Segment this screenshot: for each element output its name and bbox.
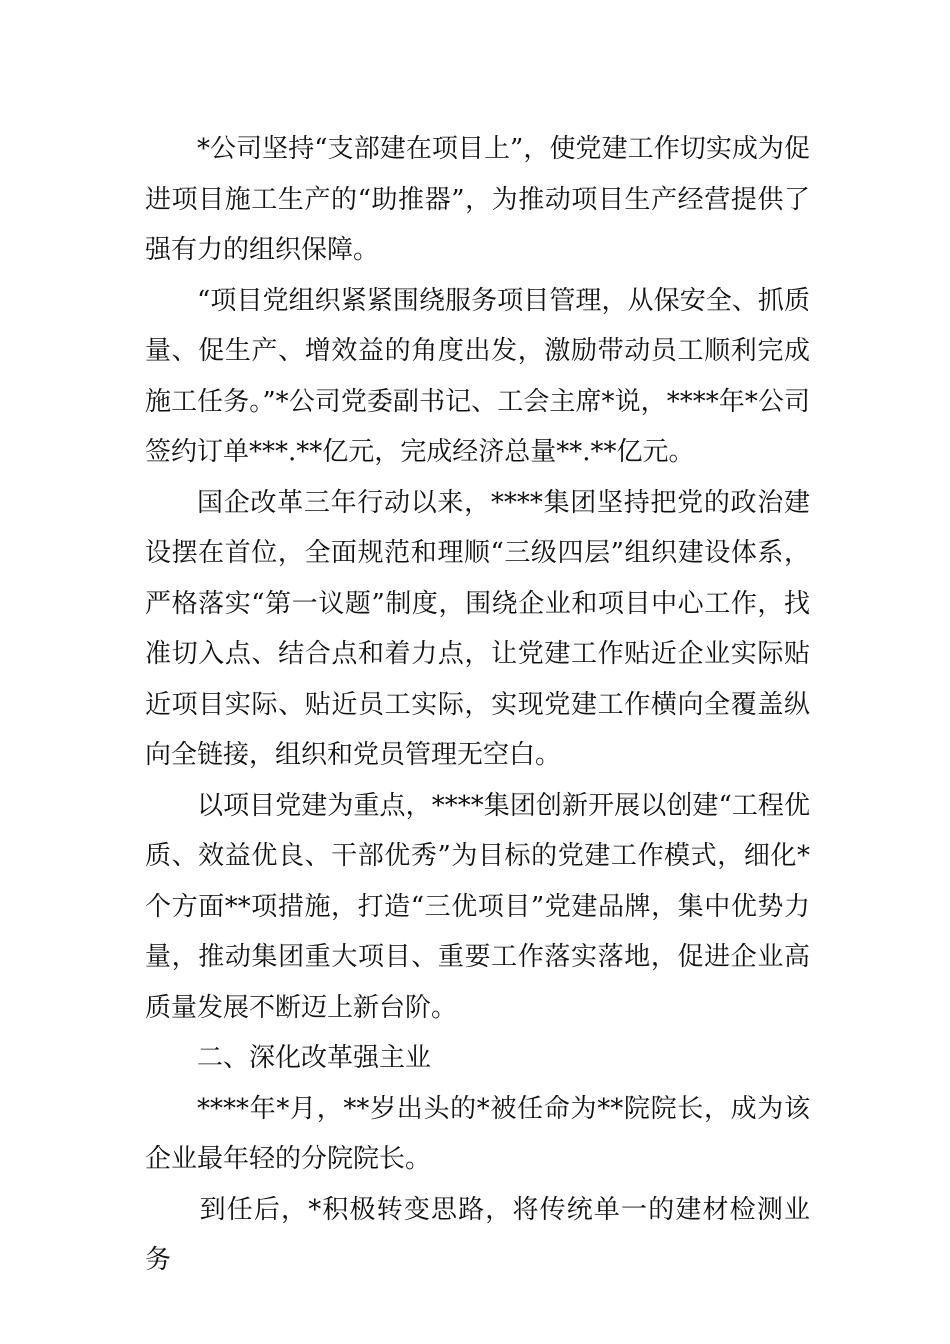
paragraph-party-branch: *公司坚持“支部建在项目上”，使党建工作切实成为促进项目施工生产的“助推器”，为推动项目生产经营提供了强有力的组织保障。 [145, 134, 810, 265]
paragraph-after-appointment: 到任后，*积极转变思路，将传统单一的建材检测业务 [145, 1194, 810, 1275]
section-heading-deepen-reform: 二、深化改革强主业 [197, 1043, 432, 1073]
paragraph-project-party-quote: “项目党组织紧紧围绕服务项目管理，从保安全、抓质量、促生产、增效益的角度出发，激励带动员工顺利完成施工任务。”*公司党委副书记、工会主席*说，****年*公司签约订单***.**亿元，完成经济总量**.**亿元。 [145, 285, 810, 467]
document-body [145, 124, 810, 1286]
paragraph-soe-reform: 国企改革三年行动以来，****集团坚持把党的政治建设摆在首位，全面规范和理顺“三级四层”组织建设体系，严格落实“第一议题”制度，围绕企业和项目中心工作，找准切入点、结合点和着力点，让党建工作贴近企业实际贴近项目实际、贴近员工实际，实现党建工作横向全覆盖纵向全链接，组织和党员管理无空白。 [145, 487, 810, 770]
paragraph-appointment: ****年*月，**岁出头的*被任命为**院院长，成为该企业最年轻的分院院长。 [145, 1093, 810, 1174]
paragraph-project-party-building: 以项目党建为重点，****集团创新开展以创建“工程优质、效益优良、干部优秀”为目标的党建工作模式，细化*个方面**项措施，打造“三优项目”党建品牌，集中优势力量，推动集团重大项目、重要工作落实落地，促进企业高质量发展不断迈上新台阶。 [145, 790, 810, 1023]
